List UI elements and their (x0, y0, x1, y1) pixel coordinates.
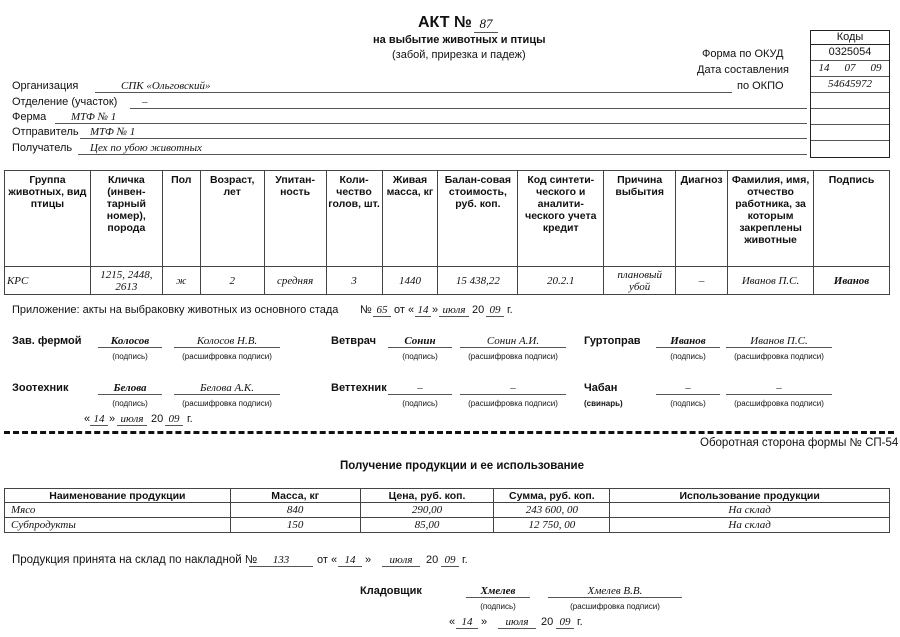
col-header: Код синтети-ческого и аналити-ческого учета кредит (518, 171, 604, 267)
table-cell: Иванов (814, 267, 890, 295)
zoo-signature: Белова (98, 382, 162, 395)
sig-date-month: июля (117, 413, 147, 426)
date-month: 07 (844, 62, 856, 74)
col-header: Коли-чество голов, шт. (326, 171, 382, 267)
table-cell: На склад (610, 503, 890, 518)
farm-value: МТФ № 1 (55, 111, 807, 124)
date-code (811, 61, 889, 77)
table-row (5, 267, 890, 295)
zoo-name: Белова А.К. (174, 382, 280, 395)
keeper-label: Кладовщик (360, 585, 422, 597)
col-header: Живая масса, кг (382, 171, 438, 267)
sig-date-g: г. (187, 413, 193, 425)
table-cell: 1215, 2448, 2613 (90, 267, 162, 295)
col-header: Кличка (инвен-тарный номер), порода (90, 171, 162, 267)
table-cell: 150 (230, 518, 360, 533)
table-cell: ж (162, 267, 200, 295)
okpo-code: 54645972 (811, 77, 889, 93)
keeper-date-yr: 09 (556, 616, 574, 629)
appendix-yr: 09 (486, 304, 504, 317)
table-cell: 290,00 (360, 503, 494, 518)
table-cell: 840 (230, 503, 360, 518)
dec-caption: (расшифровка подписи) (468, 399, 558, 408)
sig-caption: (подпись) (112, 352, 148, 361)
table-cell: 20.2.1 (518, 267, 604, 295)
table-cell: 1440 (382, 267, 438, 295)
keeper-date-yr-pre: 20 (541, 616, 554, 628)
col-header: Балан-совая стоимость, руб. коп. (438, 171, 518, 267)
appendix-no-label: № (360, 304, 372, 316)
col-header: Сумма, руб. коп. (494, 489, 610, 503)
keeper-date-open: « (449, 616, 456, 628)
appendix-close: » (432, 304, 439, 316)
code-empty-2 (811, 109, 889, 125)
table-cell: 243 600, 00 (494, 503, 610, 518)
dec-caption: (расшифровка подписи) (182, 399, 272, 408)
col-header: Фамилия, имя, отчество работника, за которым закреплены животные (728, 171, 814, 267)
appendix-yr-pre: 20 (472, 304, 485, 316)
table-cell: КРС (5, 267, 91, 295)
table-row (5, 518, 890, 533)
codes-box (810, 30, 890, 158)
col-header: Пол (162, 171, 200, 267)
sig-caption: (подпись) (480, 602, 516, 611)
col-header: Подпись (814, 171, 890, 267)
sender-value: МТФ № 1 (80, 126, 807, 139)
dept-value: – (130, 96, 807, 109)
dec-caption: (расшифровка подписи) (182, 352, 272, 361)
code-empty-4 (811, 141, 889, 157)
sig-date-day: 14 (90, 413, 108, 426)
appendix-text: Приложение: акты на выбраковку животных из основного стада (12, 304, 339, 316)
farm-label: Ферма (12, 111, 47, 123)
act-number: 87 (474, 16, 498, 33)
sig-caption: (подпись) (402, 399, 438, 408)
disposal-table (4, 170, 890, 295)
appendix-no: 65 (373, 304, 391, 317)
dec-caption: (расшифровка подписи) (570, 602, 660, 611)
appendix-month: июля (439, 304, 469, 317)
col-header: Масса, кг (230, 489, 360, 503)
table-cell: 15 438,22 (438, 267, 518, 295)
invoice-number: 133 (249, 554, 313, 567)
table-cell: – (676, 267, 728, 295)
table-cell: Мясо (5, 503, 231, 518)
keeper-name: Хмелев В.В. (548, 585, 682, 598)
vet-signature: Сонин (388, 335, 452, 348)
accepted-close: » (365, 554, 372, 566)
table-row (5, 503, 890, 518)
accepted-month: июля (382, 554, 420, 567)
table-cell: На склад (610, 518, 890, 533)
accepted-g: г. (462, 554, 468, 566)
table-cell: 2 (200, 267, 264, 295)
zav-signature: Колосов (98, 335, 162, 348)
keeper-date-close: » (481, 616, 488, 628)
dec-caption: (расшифровка подписи) (468, 352, 558, 361)
table-cell: плановый убой (604, 267, 676, 295)
zav-name: Колосов Н.В. (174, 335, 280, 348)
sig-caption: (подпись) (402, 352, 438, 361)
table-header-row (5, 171, 890, 267)
table-cell: 12 750, 00 (494, 518, 610, 533)
act-subtitle-note: (забой, прирезка и падеж) (392, 49, 526, 61)
accepted-yr: 09 (441, 554, 459, 567)
codes-title: Коды (811, 31, 889, 45)
accepted-day: 14 (338, 554, 362, 567)
act-subtitle: на выбытие животных и птицы (373, 34, 546, 46)
sig-date-yr: 09 (165, 413, 183, 426)
col-header: Наименование продукции (5, 489, 231, 503)
appendix-day: 14 (415, 304, 431, 317)
table-cell: 3 (326, 267, 382, 295)
keeper-date-day: 14 (456, 616, 478, 629)
gurt-label: Гуртоправ (584, 335, 641, 347)
table-cell: 85,00 (360, 518, 494, 533)
appendix-from: от « (394, 304, 415, 316)
col-header: Причина выбытия (604, 171, 676, 267)
date-year: 09 (870, 62, 882, 74)
accepted-yr-pre: 20 (426, 554, 439, 566)
okpo-label: по ОКПО (737, 80, 784, 92)
accepted-text: Продукция принята на склад по накладной № (12, 554, 258, 566)
col-header: Диагноз (676, 171, 728, 267)
okud-code: 0325054 (811, 45, 889, 61)
org-label: Организация (12, 80, 79, 92)
col-header: Возраст, лет (200, 171, 264, 267)
dec-caption: (расшифровка подписи) (734, 399, 824, 408)
chaban-label: Чабан (584, 382, 618, 394)
reverse-note: Оборотная сторона формы № СП-54 (700, 437, 899, 449)
cut-line (4, 431, 894, 434)
gurt-signature: Иванов (656, 335, 720, 348)
act-title: АКТ № (418, 14, 472, 31)
vet-label: Ветврач (331, 335, 377, 347)
date-day: 14 (818, 62, 830, 74)
products-table (4, 488, 890, 533)
sig-date-open: « (84, 413, 91, 425)
appendix-g: г. (507, 304, 513, 316)
zav-label: Зав. фермой (12, 335, 82, 347)
code-empty-3 (811, 125, 889, 141)
table-cell: Субпродукты (5, 518, 231, 533)
receiver-value: Цех по убою животных (78, 142, 807, 155)
chaban-signature: – (656, 382, 720, 395)
keeper-date-g: г. (577, 616, 583, 628)
table-cell: средняя (264, 267, 326, 295)
col-header: Цена, руб. коп. (360, 489, 494, 503)
chaban-name: – (726, 382, 832, 395)
date-label: Дата составления (697, 64, 789, 76)
sig-date-close: » (109, 413, 116, 425)
accepted-from: от « (317, 554, 338, 566)
okud-label: Форма по ОКУД (702, 48, 784, 60)
code-empty-1 (811, 93, 889, 109)
sender-label: Отправитель (12, 126, 79, 138)
col-header: Использование продукции (610, 489, 890, 503)
zoo-label: Зоотехник (12, 382, 69, 394)
sig-caption: (подпись) (670, 399, 706, 408)
reverse-title: Получение продукции и ее использование (340, 460, 585, 472)
sig-date-yr-pre: 20 (151, 413, 164, 425)
dec-caption: (расшифровка подписи) (734, 352, 824, 361)
sig-caption: (подпись) (670, 352, 706, 361)
vet-name: Сонин А.И. (460, 335, 566, 348)
table-cell: Иванов П.С. (728, 267, 814, 295)
org-value: СПК «Ольговский» (95, 80, 732, 93)
keeper-signature: Хмелев (466, 585, 530, 598)
sig-caption: (подпись) (112, 399, 148, 408)
keeper-date-month: июля (498, 616, 536, 629)
vettech-signature: – (388, 382, 452, 395)
gurt-name: Иванов П.С. (726, 335, 832, 348)
vettech-label: Веттехник (331, 382, 387, 394)
vettech-name: – (460, 382, 566, 395)
dept-label: Отделение (участок) (12, 96, 118, 108)
receiver-label: Получатель (12, 142, 73, 154)
col-header: Упитан-ность (264, 171, 326, 267)
table-header-row (5, 489, 890, 503)
col-header: Группа животных, вид птицы (5, 171, 91, 267)
chaban-sub: (свинарь) (584, 399, 623, 408)
